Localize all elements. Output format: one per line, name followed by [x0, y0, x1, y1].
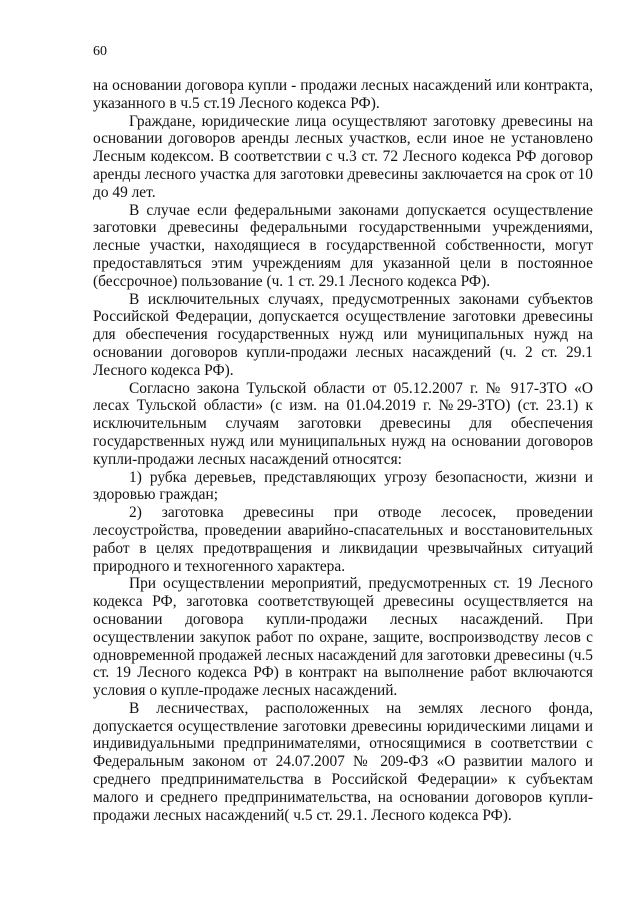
page-number: 60 — [93, 44, 107, 59]
paragraph-2: Граждане, юридические лица осуществляют заготовку древесины на основании договоров аренды лесных участков, если иное не установлено Лесным кодексом. В соответствии с ч.3 ст. 72 Лесного кодекса РФ договор аренды лесного участка для заготовки древесины заключается на срок от 10 до 49 лет. — [93, 112, 593, 201]
paragraph-5: Согласно закона Тульской области от 05.12.2007 г. № 917-ЗТО «О лесах Тульской области» (с изм. на 01.04.2019 г. №29-ЗТО) (ст. 23.1) к исключительным случаям заготовки древесины для обеспечения государственных нужд или муниципальных нужд на основании договоров купли-продажи лесных насаждений относятся: — [93, 379, 593, 468]
paragraph-1: на основании договора купли - продажи лесных насаждений или контракта, указанного в ч.5 ст.19 Лесного кодекса РФ). — [93, 77, 593, 112]
paragraph-6: При осуществлении мероприятий, предусмотренных ст. 19 Лесного кодекса РФ, заготовка соответствующей древесины осуществляется на основании договора купли-продажи лесных насаждений. При осуществлении закупок работ по охране, защите, воспроизводству лесов с одновременной продажей лесных насаждений для заготовки древесины (ч.5 ст. 19 Лесного кодекса РФ) в контракт на выполнение работ включаются условия о купле-продаже лесных насаждений. — [93, 575, 593, 700]
paragraph-7: В лесничествах, расположенных на землях лесного фонда, допускается осуществление заготовки древесины юридическими лицами и индивидуальными предпринимателями, относящимися в соответствии с Федеральным законом от 24.07.2007 № 209-ФЗ «О развитии малого и среднего предпринимательства в Российской Федерации» к субъектам малого и среднего предпринимательства, на основании договоров купли-продажи лесных насаждений( ч.5 ст. 29.1. Лесного кодекса РФ). — [93, 699, 593, 824]
paragraph-4: В исключительных случаях, предусмотренных законами субъектов Российской Федерации, допускается осуществление заготовки древесины для обеспечения государственных нужд или муниципальных нужд на основании договоров купли-продажи лесных насаждений (ч. 2 ст. 29.1 Лесного кодекса РФ). — [93, 290, 593, 379]
paragraph-3: В случае если федеральными законами допускается осуществление заготовки древесины федеральными государственными учреждениями, лесные участки, находящиеся в государственной собственности, могут предоставляться этим учреждениям для указанной цели в постоянное (бессрочное) пользование (ч. 1 ст. 29.1 Лесного кодекса РФ). — [93, 201, 593, 290]
list-item-1: 1) рубка деревьев, представляющих угрозу безопасности, жизни и здоровью граждан; — [93, 468, 593, 504]
body-text — [93, 77, 593, 824]
list-item-2: 2) заготовка древесины при отводе лесосек, проведении лесоустройства, проведении аварийно-спасательных и восстановительных работ в целях предотвращения и ликвидации чрезвычайных ситуаций природного и техногенного характера. — [93, 504, 593, 575]
